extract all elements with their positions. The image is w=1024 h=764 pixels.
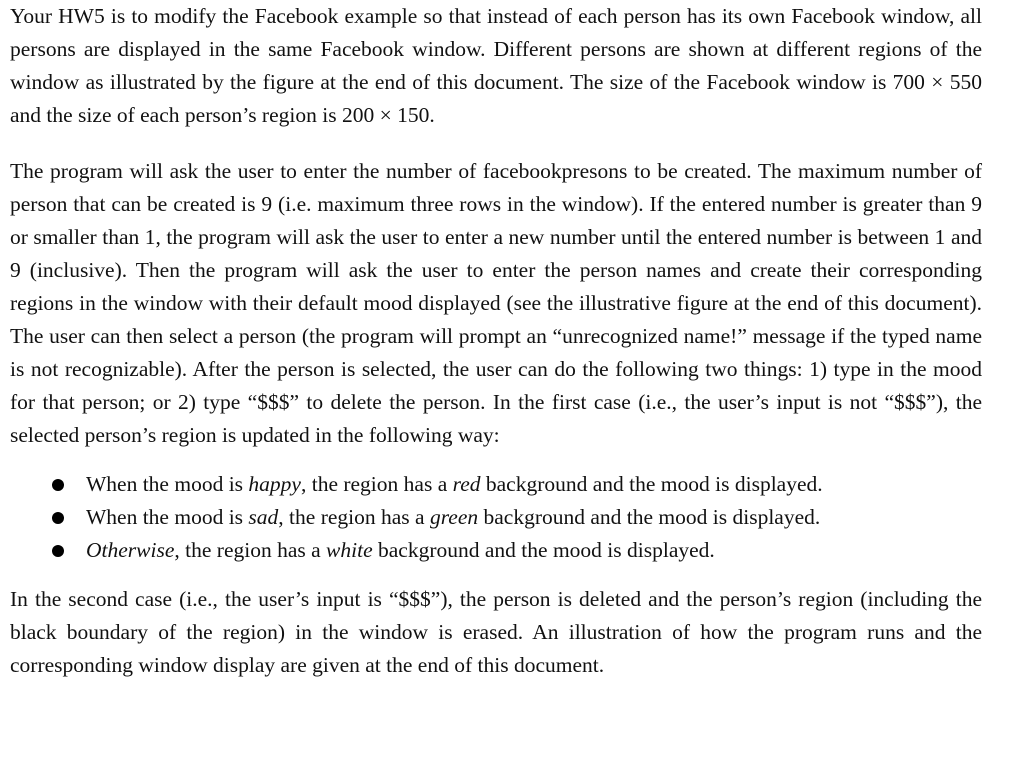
bullet-suffix: background and the mood is displayed. [478,505,821,529]
bullet-mid: , the region has a [278,505,430,529]
color-word: white [326,538,373,562]
mood-rules-list [10,468,982,567]
mood-word: happy [248,472,301,496]
list-item-otherwise [86,534,982,567]
bullet-dot-icon [52,479,64,491]
list-item-sad [86,501,982,534]
bullet-dot-icon [52,512,64,524]
list-item-happy [86,468,982,501]
paragraph-program-description: The program will ask the user to enter the number of facebookpresons to be created. The maximum number of person that can be created is 9 (i.e. maximum three rows in the window). If the entered number is greater than 9 or smaller than 1, the program will ask the user to enter a new number until the entered number is between 1 and 9 (inclusive). Then the program will ask the user to enter the person names and create their corresponding regions in the window with their default mood displayed (see the illustrative figure at the end of this document). The user can then select a person (the program will prompt an “unrecognized name!” message if the typed name is not recognizable). After the person is selected, the user can do the following two things: 1) type in the mood for that person; or 2) type “$$$” to delete the person. In the first case (i.e., the user’s input is not “$$$”), the selected person’s region is updated in the following way: [10,159,982,447]
color-word: green [429,505,479,529]
bullet-dot-icon [52,545,64,557]
paragraph-gap [10,132,982,155]
paragraph-gap [10,567,982,583]
bullet-suffix: background and the mood is displayed. [480,472,823,496]
paragraph-deletion: In the second case (i.e., the user’s input is “$$$”), the person is deleted and the person’s region (including the black boundary of the region) in the window is erased. An illustration of how the program runs and the corresponding window display are given at the end of this document. [10,587,982,677]
bullet-mid: , the region has a [300,472,453,496]
paragraph-intro: Your HW5 is to modify the Facebook example so that instead of each person has its own Facebook window, all persons are displayed in the same Facebook window. Different persons are shown at different regions of the window as illustrated by the figure at the end of this document. The size of the Facebook window is 700 × 550 and the size of each person’s region is 200 × 150. [10,4,982,127]
bullet-suffix: background and the mood is displayed. [372,538,715,562]
mood-word: Otherwise [86,538,175,562]
color-word: red [452,472,481,496]
mood-word: sad [248,505,279,529]
bullet-prefix: When the mood is [86,472,249,496]
bullet-mid: , the region has a [174,538,327,562]
paragraph-gap [10,452,982,468]
document-body [10,0,982,682]
bullet-prefix: When the mood is [86,505,249,529]
